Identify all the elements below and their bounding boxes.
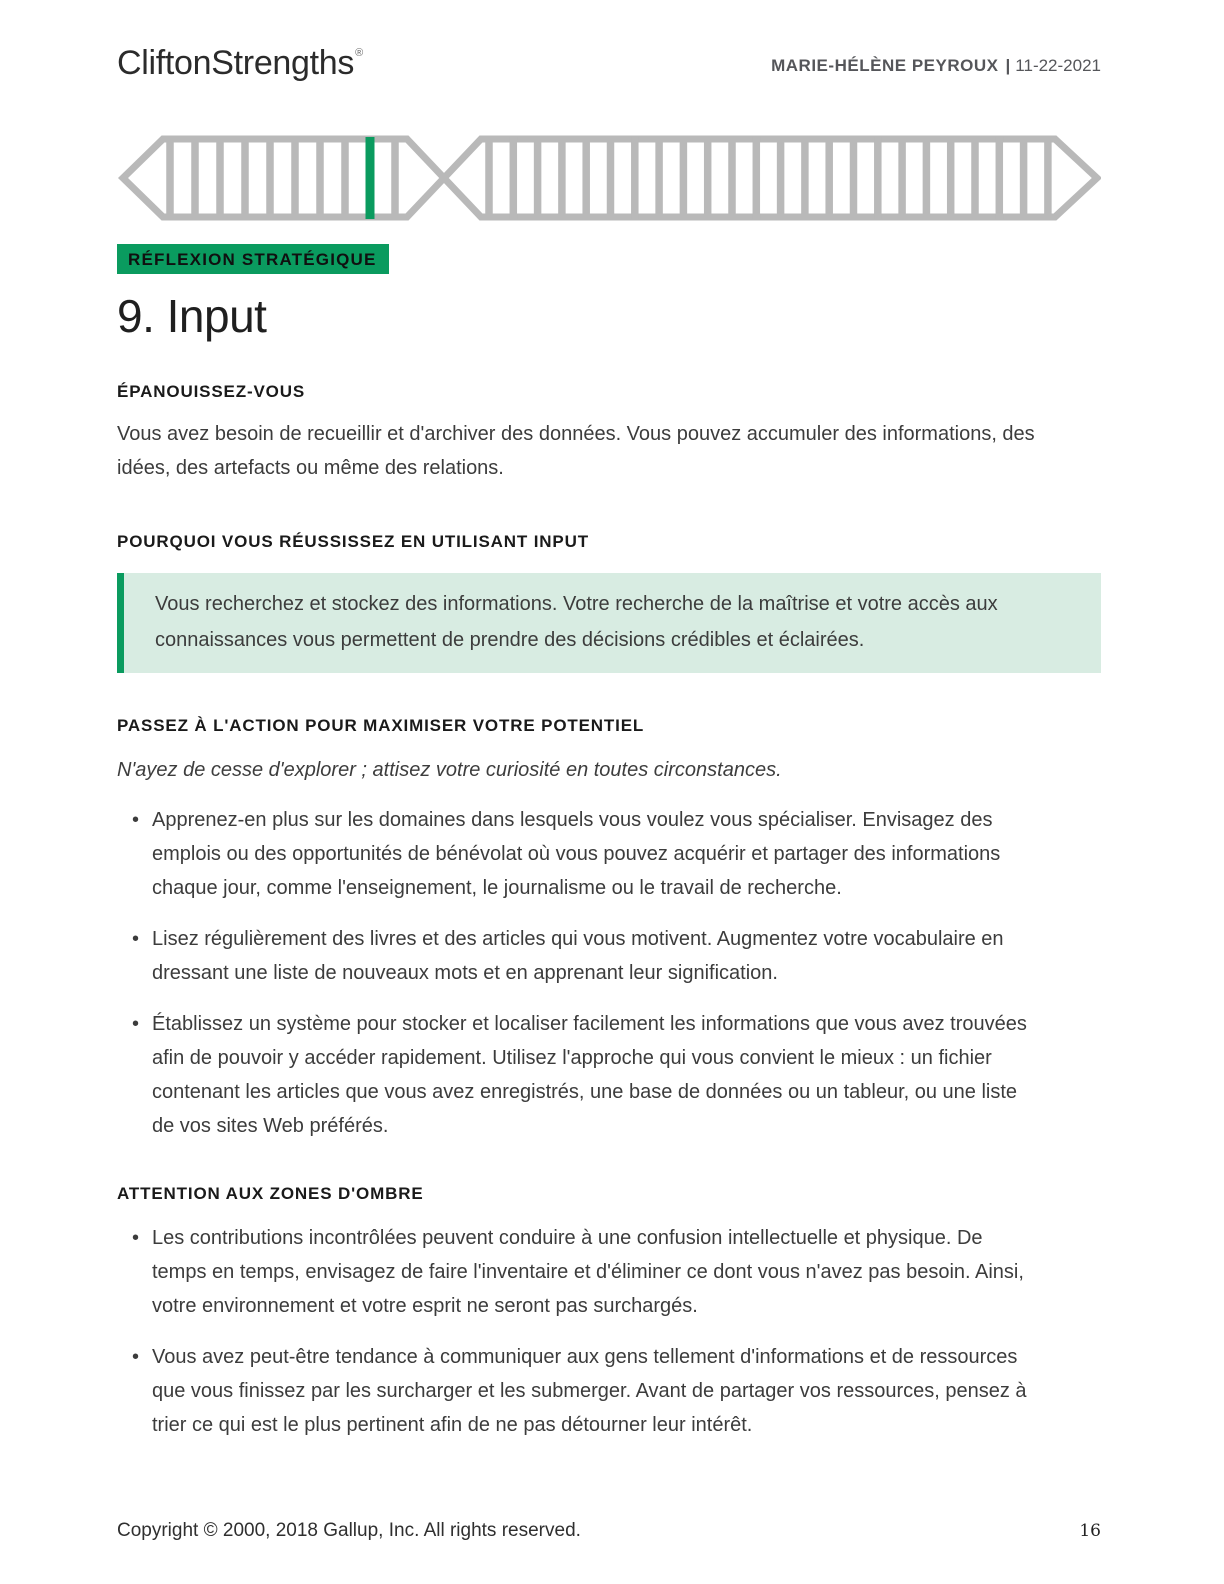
highlight-quote-box <box>117 573 1101 673</box>
blindspots-bullet-list <box>117 1221 1101 1442</box>
section-thrive-heading: ÉPANOUISSEZ-VOUS <box>117 381 306 401</box>
section-thrive-body: Vous avez besoin de recueillir et d'archiver des données. Vous pouvez accumuler des informations, des idées, des artefacts ou même des relations. <box>117 422 1035 479</box>
section-blindspots <box>117 1183 1101 1442</box>
highlight-quote-text: Vous recherchez et stockez des informations. Votre recherche de la maîtrise et votre accès aux connaissances vous permettent de prendre des décisions crédibles et éclairées. <box>155 593 998 652</box>
report-owner <box>771 46 1101 76</box>
action-bullet-1: • Apprenez-en plus sur les domaines dans lesquels vous voulez vous spécialiser. Envisagez des emplois ou des opportunités de bénévolat où vous pouvez acquérir et partager des informations chaque jour, comme l'enseignement, le journalisme ou le travail de recherche. <box>152 803 1040 905</box>
page-number: 16 <box>1079 1521 1101 1541</box>
section-thrive <box>117 381 1101 485</box>
domain-badge: RÉFLEXION STRATÉGIQUE <box>117 244 389 274</box>
blindspot-bullet-2: • Vous avez peut-être tendance à communiquer aux gens tellement d'informations et de ressources que vous finissez par les surcharger et les submerger. Avant de partager vos ressources, pensez à trier ce qui est le plus pertinent afin de ne pas détourner leur intérêt. <box>152 1340 1040 1442</box>
theme-strand-graphic <box>117 130 1101 226</box>
theme-title: 9. Input <box>117 290 267 342</box>
report-date: 11-22-2021 <box>1015 56 1101 75</box>
section-action-intro: N'ayez de cesse d'explorer ; attisez votre curiosité en toutes circonstances. <box>117 759 782 782</box>
section-why <box>117 531 1101 673</box>
section-blindspots-heading: ATTENTION AUX ZONES D'OMBRE <box>117 1184 424 1204</box>
blindspot-bullet-1: • Les contributions incontrôlées peuvent conduire à une confusion intellectuelle et physique. De temps en temps, envisagez de faire l'inventaire et d'éliminer ce dont vous n'avez pas besoin. Ainsi, votre environnement et votre esprit ne seront pas surchargés. <box>152 1221 1040 1323</box>
copyright-text: Copyright © 2000, 2018 Gallup, Inc. All rights reserved. <box>117 1520 581 1541</box>
page-footer <box>117 1520 1101 1542</box>
registered-trademark: ® <box>355 47 363 59</box>
section-action-heading: PASSEZ À L'ACTION POUR MAXIMISER VOTRE POTENTIEL <box>117 716 645 736</box>
logo-text: CliftonStrengths <box>117 44 355 82</box>
cliftonstrengths-logo <box>117 46 363 80</box>
domain-badge-row <box>117 244 1101 274</box>
header-divider: | <box>1005 56 1011 75</box>
action-bullet-2: • Lisez régulièrement des livres et des articles qui vous motivent. Augmentez votre vocabulaire en dressant une liste de nouveaux mots et en apprenant leur signification. <box>152 922 1040 990</box>
section-action <box>117 715 1101 1143</box>
section-why-heading: POURQUOI VOUS RÉUSSISSEZ EN UTILISANT INPUT <box>117 531 589 551</box>
action-bullet-3: • Établissez un système pour stocker et localiser facilement les informations que vous avez trouvées afin de pouvoir y accéder rapidement. Utilisez l'approche qui vous convient le mieux : un fichier contenant les articles que vous avez enregistrés, une base de données ou un tableur, ou une liste de vos sites Web préférés. <box>152 1007 1040 1143</box>
page-header <box>117 0 1101 80</box>
action-bullet-list <box>117 803 1101 1143</box>
person-name: MARIE-HÉLÈNE PEYROUX <box>771 56 999 75</box>
